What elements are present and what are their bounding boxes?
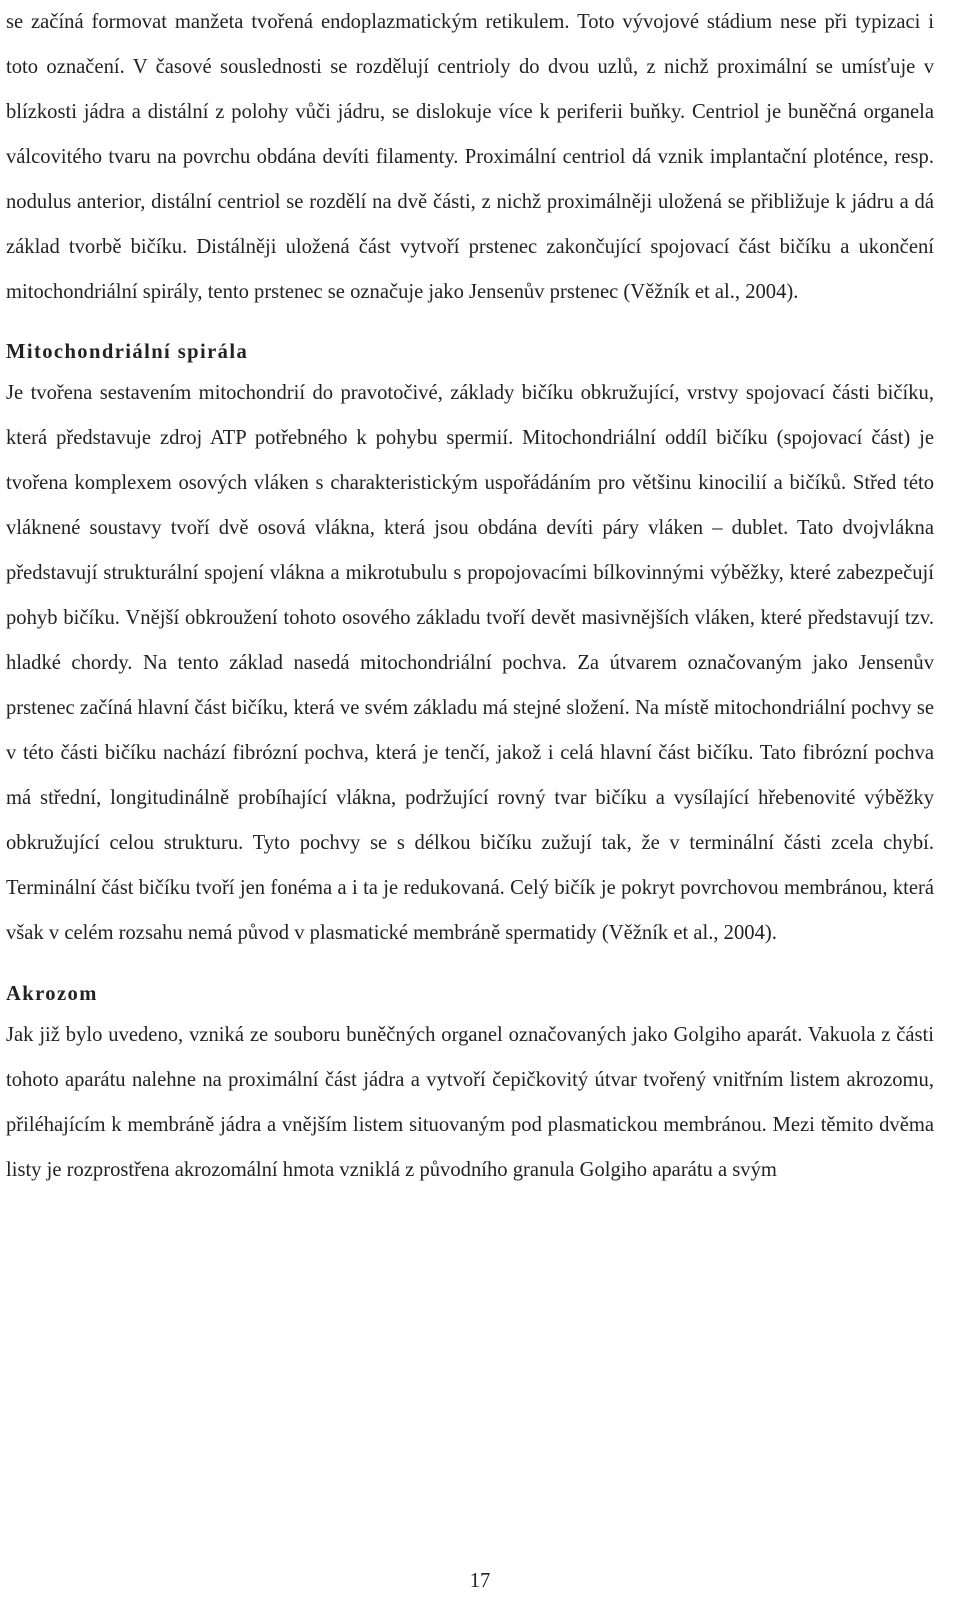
paragraph-mitochondrial-spiral: Je tvořena sestavením mitochondrií do pravotočivé, základy bičíku obkružující, vrstvy spojovací části bičíku, která představuje zdroj ATP potřebného k pohybu spermií. Mitochondriální oddíl bičíku (spojovací část) je tvořena komplexem osových vláken s charakteristickým uspořádáním pro většinu kinocilií a bičíků. Střed této vláknené soustavy tvoří dvě osová vlákna, která jsou obdána devíti páry vláken – dublet. Tato dvojvlákna představují strukturální spojení vlákna a mikrotubulu s propojovacími bílkovinnými výběžky, které zabezpečují pohyb bičíku. Vnější obkroužení tohoto osového základu tvoří devět masivnějších vláken, které představují tzv. hladké chordy. Na tento základ nasedá mitochondriální pochva. Za útvarem označovaným jako Jensenův prstenec začíná hlavní část bičíku, která ve svém základu má stejné složení. Na místě mitochondriální pochvy se v této části bičíku nachází fibrózní pochva, která je tenčí, jakož i celá hlavní část bičíku. Tato fibrózní pochva má střední, longitudinálně probíhající vlákna, podržující rovný tvar bičíku a vysílající hřebenovité výběžky obkružující celou strukturu. Tyto pochvy se s délkou bičíku zužují tak, že v terminální části zcela chybí. Terminální část bičíku tvoří jen fonéma a i ta je redukovaná. Celý bičík je pokryt povrchovou membránou, která však v celém rozsahu nemá původ v plasmatické membráně spermatidy (Věžník et al., 2004). (6, 382, 934, 944)
document-page (6, 0, 934, 1193)
paragraph-intro: se začíná formovat manžeta tvořená endoplazmatickým retikulem. Toto vývojové stádium nese při typizaci i toto označení. V časové souslednosti se rozdělují centrioly do dvou uzlů, z nichž proximální se umísťuje v blízkosti jádra a distální z polohy vůči jádru, se dislokuje více k periferii buňky. Centriol je buněčná organela válcovitého tvaru na povrchu obdána devíti filamenty. Proximální centriol dá vznik implantační ploténce, resp. nodulus anterior, distální centriol se rozdělí na dvě části, z nichž proximálněji uložená se přibližuje k jádru a dá základ tvorbě bičíku. Distálněji uložená část vytvoří prstenec zakončující spojovací část bičíku a ukončení mitochondriální spirály, tento prstenec se označuje jako Jensenův prstenec (Věžník et al., 2004). (6, 11, 934, 303)
section-heading-mitochondrial-spiral: Mitochondriální spirála (6, 341, 249, 363)
section-heading-acrosome: Akrozom (6, 983, 98, 1005)
page-number: 17 (469, 1570, 491, 1592)
paragraph-acrosome: Jak již bylo uvedeno, vzniká ze souboru buněčných organel označovaných jako Golgiho aparát. Vakuola z části tohoto aparátu nalehne na proximální část jádra a vytvoří čepičkovitý útvar tvořený vnitřním listem akrozomu, přiléhajícím k membráně jádra a vnějším listem situovaným pod plasmatickou membránou. Mezi těmito dvěma listy je rozprostřena akrozomální hmota vzniklá z původního granula Golgiho aparátu a svým (6, 1024, 934, 1181)
